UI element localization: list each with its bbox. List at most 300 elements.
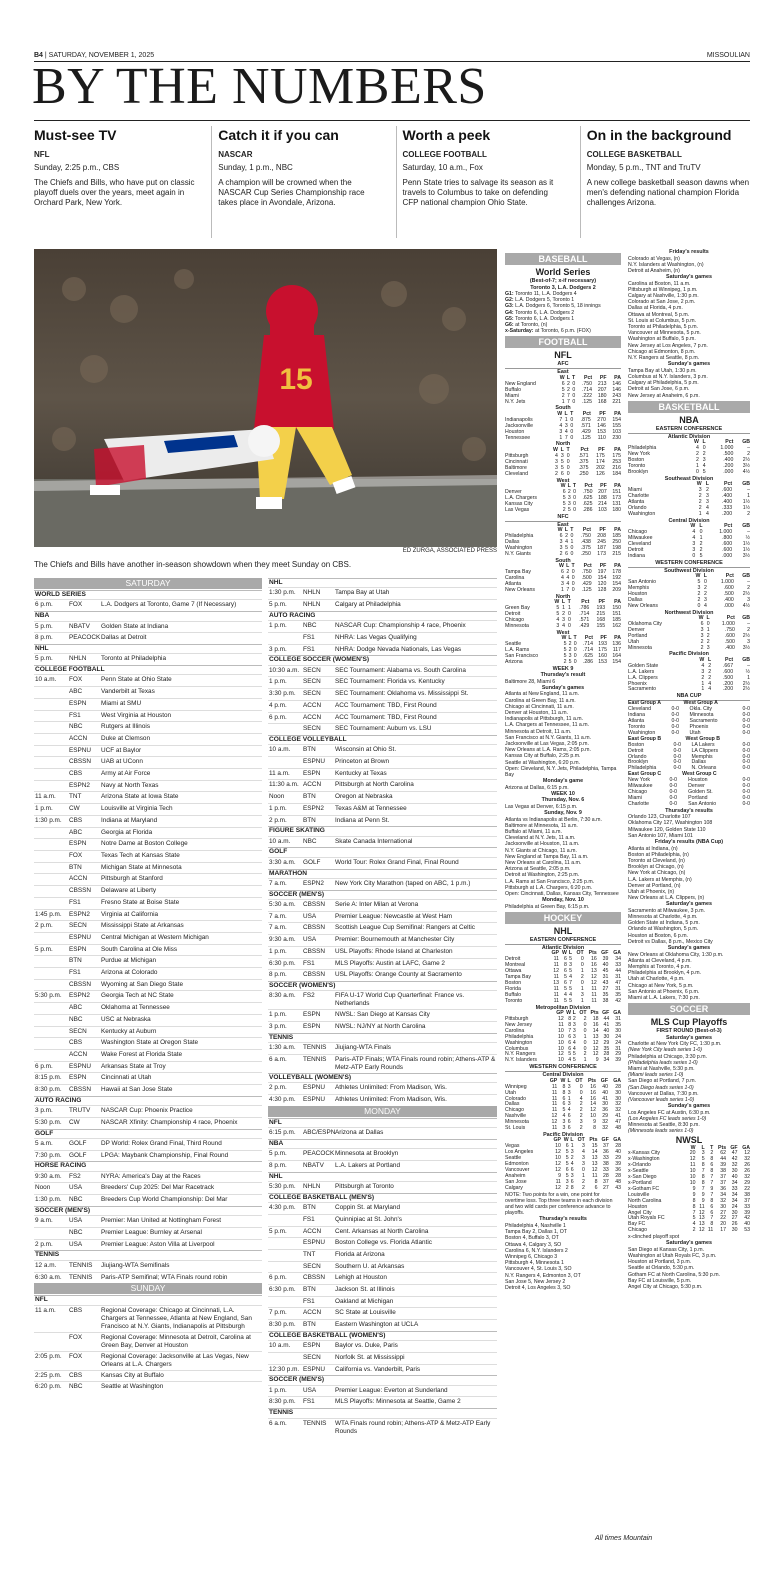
- stat-value: 29: [744, 1179, 750, 1186]
- listing-program: World Tour: Rolex Grand Final, Final Round: [335, 858, 459, 866]
- listing-channel: NHLN: [303, 601, 321, 609]
- column-header: L: [568, 635, 572, 642]
- stat-value: 1: [562, 605, 566, 612]
- stat-value: 0: [571, 586, 575, 593]
- schedule-line: St. Louis at Columbus, 5 p.m.: [628, 317, 697, 324]
- listing-time: 2 p.m.: [269, 816, 287, 824]
- division-title: South: [555, 405, 571, 412]
- column-header: W: [559, 374, 565, 381]
- stat-value: 29: [615, 1155, 621, 1162]
- stat-value: 2: [559, 550, 563, 557]
- listing-row: [268, 1082, 497, 1094]
- stat-value: 40: [603, 1027, 610, 1034]
- column-header: Pct: [724, 481, 733, 488]
- stat-value: 39: [744, 1209, 750, 1216]
- stat-value: 0: [583, 1045, 587, 1052]
- stat-value: 34: [731, 1179, 738, 1186]
- stat-value: 24: [731, 1203, 738, 1210]
- column-header: L: [699, 523, 703, 530]
- listing-program: Arizona at Colorado: [101, 969, 158, 977]
- stat-value: 0: [692, 552, 696, 559]
- listing-channel: BTN: [303, 1321, 316, 1329]
- stat-value: 43: [602, 980, 609, 986]
- nwsl-title: NWSL: [675, 1134, 703, 1145]
- team-name: Florida: [505, 985, 521, 992]
- stat-value: 3: [580, 991, 584, 998]
- listing-channel: ACCN: [69, 875, 88, 883]
- listing-time: 5:30 p.m.: [269, 1183, 296, 1190]
- listing-row: [268, 1054, 497, 1073]
- stat-value: 12: [592, 1051, 599, 1058]
- stat-value: 1: [747, 493, 750, 500]
- stat-value: 0: [566, 458, 570, 465]
- listing-channel: NBATV: [303, 1161, 324, 1169]
- listing-program: ACC Tournament: TBD, First Round: [335, 713, 437, 721]
- stat-value: 5: [702, 468, 706, 475]
- stat-value: 5: [568, 1051, 572, 1058]
- stat-value: –: [747, 620, 750, 627]
- listing-time: 5:30 p.m.: [35, 992, 62, 1000]
- listing-channel: NBC: [69, 1229, 83, 1236]
- listing-channel: NBC: [69, 1383, 83, 1391]
- listing-program: Wyoming at San Diego State: [101, 980, 183, 988]
- stat-value: 155: [612, 422, 621, 429]
- standings-row: [505, 660, 621, 666]
- stat-value: .500: [722, 674, 734, 681]
- stat-value: .500: [723, 451, 734, 458]
- listing-time: 6 a.m.: [269, 1055, 287, 1063]
- record: 0-0: [673, 741, 681, 748]
- stat-value: 103: [598, 506, 607, 513]
- stat-value: 15: [591, 1143, 598, 1150]
- schedule-line: Denver at Houston, 11 a.m.: [505, 709, 569, 716]
- listing-time: 1 p.m.: [269, 1386, 287, 1394]
- schedule-line: Golden State at Indiana, 5 p.m.: [628, 920, 700, 927]
- listing-time: [34, 1038, 69, 1049]
- stat-value: 9: [595, 1057, 599, 1064]
- column-header: W: [557, 527, 563, 534]
- monday-label: Monday, Nov. 10: [542, 897, 584, 904]
- listing-row: [268, 1284, 497, 1296]
- stat-value: 6: [562, 1095, 566, 1102]
- listing-program: SEC Tournament: Alabama vs. South Carolina: [335, 666, 466, 674]
- team-name: Washington: [628, 510, 656, 517]
- listing-row: [34, 733, 262, 745]
- listing-row: [34, 1138, 262, 1150]
- game-result: at Toronto, (n): [515, 322, 548, 329]
- stat-value: 3: [561, 580, 564, 587]
- stat-value: 11: [555, 1178, 561, 1185]
- stat-value: .600: [722, 546, 733, 553]
- stat-value: 0: [583, 1027, 587, 1034]
- listing-row: [34, 850, 262, 862]
- team-name: Portland: [688, 794, 708, 801]
- stat-value: 193: [598, 641, 607, 648]
- listing-program: Skate Canada International: [335, 837, 413, 845]
- sport-category: COLLEGE FOOTBALL: [34, 665, 262, 674]
- stat-value: 2: [695, 456, 699, 463]
- stat-value: 7: [564, 434, 568, 441]
- stat-value: 0: [573, 488, 576, 495]
- listing-time: [34, 956, 69, 967]
- column-header: L: [561, 599, 566, 606]
- stat-value: 11: [551, 1095, 558, 1102]
- stat-value: .125: [581, 398, 593, 405]
- stat-value: 151: [612, 488, 621, 495]
- listing-time: 3 p.m.: [269, 1023, 287, 1031]
- listing-channel: SECN: [69, 1027, 87, 1035]
- stat-value: 5: [569, 985, 573, 992]
- listing-time: 1:30 p.m.: [35, 816, 62, 824]
- stat-value: 2: [698, 493, 702, 500]
- stat-value: 1.000: [720, 445, 734, 452]
- listing-program: SC State at Louisville: [335, 1309, 396, 1317]
- friday-label: Friday's results (NBA Cup): [654, 839, 724, 846]
- column-header: GF: [600, 1077, 609, 1084]
- stat-value: 3: [700, 632, 704, 639]
- team-name: Toronto: [628, 462, 646, 469]
- team-name: Toronto: [628, 724, 646, 731]
- stat-value: 11: [553, 997, 560, 1004]
- stat-value: 1: [559, 434, 563, 441]
- series-status: (Philadelphia leads series 1-0): [628, 1059, 698, 1066]
- stat-value: 8: [710, 1156, 714, 1163]
- stat-value: 197: [597, 568, 607, 575]
- listing-row: [34, 1061, 262, 1073]
- stat-value: 3: [706, 493, 709, 500]
- listing-time: 7 p.m.: [269, 1309, 287, 1317]
- stat-value: 6: [568, 1039, 572, 1046]
- stat-value: 2: [698, 504, 702, 511]
- stat-value: 2: [583, 1051, 587, 1058]
- stat-value: 0: [580, 980, 584, 986]
- listing-time: 11 a.m.: [35, 1306, 56, 1314]
- chiefs-bills-photo: [34, 249, 497, 547]
- listing-time: [34, 734, 69, 745]
- listing-program: Princeton at Brown: [335, 758, 389, 766]
- team-name: Boston: [628, 456, 645, 463]
- stat-value: 4: [572, 1045, 576, 1052]
- team-name: Boston: [505, 980, 522, 986]
- listing-time: [34, 1228, 69, 1239]
- stat-value: 8: [710, 1197, 714, 1204]
- stat-value: 11: [553, 962, 560, 969]
- stat-value: 32: [615, 1101, 621, 1108]
- team-name: Sacramento: [628, 686, 656, 693]
- stat-value: .600: [723, 584, 734, 591]
- stat-value: 7: [569, 980, 573, 986]
- listing-row: [268, 756, 497, 768]
- stat-value: 0: [566, 470, 570, 477]
- team-name: Calgary: [505, 1184, 523, 1191]
- team-name: Columbus: [505, 1045, 529, 1052]
- stat-value: 35: [615, 991, 621, 998]
- listing-time: [34, 1015, 69, 1026]
- column-header: PF: [599, 563, 607, 570]
- listing-time: 1 p.m.: [269, 678, 287, 686]
- column-header: Pct: [582, 410, 591, 417]
- stat-value: 3: [559, 538, 563, 545]
- stat-value: 6: [570, 1178, 574, 1185]
- teaser-time: Sunday, 2:25 p.m., CBS: [34, 163, 120, 172]
- stat-value: 3½: [742, 644, 750, 651]
- stat-value: 29: [615, 1051, 621, 1058]
- listing-time: [34, 886, 69, 897]
- sport-category: TENNIS: [268, 1033, 497, 1042]
- stat-value: 42: [744, 1215, 750, 1222]
- listing-row: [268, 688, 497, 700]
- team-name: x-San Diego: [628, 1174, 657, 1181]
- schedule-line: L.A. Rams at San Francisco, 2:25 p.m.: [505, 878, 595, 885]
- listing-row: [34, 1049, 262, 1061]
- stat-value: 18: [592, 1016, 599, 1023]
- listing-row: [34, 909, 262, 921]
- page-header: B4 | SATURDAY, NOVEMBER 1, 2025 MISSOULIAN: [34, 51, 750, 59]
- standings-table: [505, 1011, 621, 1064]
- listing-program: NWSL: NJ/NY at North Carolina: [335, 1023, 426, 1031]
- stat-value: 4: [695, 445, 699, 452]
- stat-value: 8: [564, 962, 567, 969]
- team-name: Cincinnati: [505, 458, 528, 465]
- schedule-line: Milwaukee 120, Golden State 110: [628, 826, 706, 833]
- listing-program: Cent. Arkansas at North Carolina: [335, 1227, 429, 1235]
- listing-row: [34, 1272, 262, 1284]
- listing-channel: ESPN: [303, 1023, 321, 1031]
- team-name: Carolina: [505, 1027, 525, 1034]
- nfl-title: NFL: [554, 350, 572, 361]
- listing-row: [34, 756, 262, 768]
- division-title: North: [555, 441, 571, 448]
- teaser-time: Monday, 5 p.m., TNT and TruTV: [586, 163, 701, 172]
- schedule-line: Utah at Phoenix, (n): [628, 888, 675, 895]
- stat-value: 10: [689, 1179, 696, 1186]
- stat-value: 14: [591, 1149, 598, 1156]
- listing-row: [34, 599, 262, 611]
- stat-value: 35: [615, 1021, 621, 1028]
- listing-time: 5 p.m.: [269, 1150, 287, 1158]
- column-header: GB: [742, 615, 750, 622]
- schedule-line: Atlanta at New England, 11 a.m.: [505, 691, 580, 698]
- team-name: Kansas City: [505, 500, 533, 507]
- baseball-band: BASEBALL: [505, 253, 621, 265]
- stat-value: 35: [602, 991, 609, 998]
- stat-value: 0: [570, 416, 574, 423]
- listing-channel: BTN: [303, 793, 316, 801]
- schedule-line: Los Angeles FC at Austin, 6:30 p.m.: [628, 1109, 711, 1116]
- schedule-line: Kansas City at Buffalo, 2:25 p.m.: [505, 753, 581, 760]
- teaser-sport: COLLEGE BASKETBALL: [586, 150, 682, 159]
- column-header: Pct: [584, 483, 593, 490]
- schedule-line: Angel City at Chicago, 5:30 p.m.: [628, 1284, 703, 1291]
- stat-value: 9: [692, 1185, 696, 1192]
- listing-row: [268, 1319, 497, 1331]
- stat-value: 5: [560, 458, 564, 465]
- group-name: West Group B: [685, 735, 721, 742]
- listing-channel: NHLN: [303, 589, 321, 597]
- listing-channel: USA: [303, 936, 317, 944]
- schedule-line: Indianapolis at Pittsburgh, 11 a.m.: [505, 716, 584, 723]
- standings-table: [628, 524, 750, 559]
- listing-channel: TENNIS: [303, 1055, 327, 1063]
- team-name: Anaheim: [505, 1172, 526, 1179]
- stat-value: 214: [598, 500, 607, 507]
- listing-time: 6 p.m.: [35, 1062, 53, 1070]
- schedule-line: Detroit vs Dallas, 8 p.m., Mexico City: [628, 938, 713, 945]
- sport-category: COLLEGE BASKETBALL (MEN'S): [268, 1193, 497, 1202]
- record: 0-0: [673, 759, 681, 766]
- sport-category: GOLF: [268, 847, 497, 856]
- team-name: Cleveland: [505, 470, 529, 477]
- team-name: Minnesota: [628, 644, 652, 651]
- stat-value: 32: [602, 1125, 609, 1132]
- stat-value: .625: [582, 494, 593, 501]
- stat-value: 3: [700, 626, 704, 633]
- stat-value: 9: [710, 1185, 714, 1192]
- stat-value: 4: [559, 422, 563, 429]
- listing-program: Premier League: Newcastle at West Ham: [335, 912, 453, 920]
- stat-value: 41: [615, 1113, 621, 1120]
- stat-value: 4: [572, 1039, 576, 1046]
- saturday-label: Saturday's games: [666, 274, 712, 281]
- listing-time: [34, 863, 69, 874]
- listing-row: [34, 1381, 262, 1393]
- listing-row: [268, 1396, 497, 1408]
- team-name: Carolina: [505, 574, 525, 581]
- stat-value: 20: [689, 1150, 696, 1157]
- listing-row: [34, 791, 262, 803]
- stat-value: 2: [567, 380, 570, 387]
- thursday-label: Thursday's results: [539, 1216, 587, 1223]
- record: 0-0: [671, 718, 680, 725]
- column-header: L: [706, 615, 710, 622]
- stat-value: 34: [731, 1197, 738, 1204]
- stat-value: 13: [698, 1215, 705, 1222]
- listing-channel: ESPNU: [69, 746, 92, 754]
- stat-value: 42: [615, 997, 621, 1004]
- stat-value: 30: [602, 1101, 609, 1108]
- stat-value: .600: [722, 487, 733, 494]
- stat-value: 8: [710, 1168, 714, 1175]
- record: 0-0: [669, 788, 677, 795]
- listing-time: 6:30 a.m.: [35, 1273, 62, 1281]
- stat-value: 53: [744, 1227, 750, 1234]
- stat-value: 11: [553, 991, 560, 998]
- team-name: San Francisco: [505, 652, 539, 659]
- stat-value: 7: [692, 1209, 696, 1216]
- record: 0-0: [742, 783, 750, 790]
- stat-value: 11: [591, 997, 597, 1004]
- listing-time: 10 a.m.: [269, 1342, 291, 1350]
- listing-row: [34, 873, 262, 885]
- stat-value: 0: [573, 641, 577, 648]
- stat-value: 154: [612, 416, 621, 423]
- teasers: [34, 126, 750, 238]
- listing-channel: NBC: [69, 1196, 83, 1204]
- stat-value: .800: [722, 534, 733, 541]
- listing-channel: ACCN: [303, 1227, 322, 1235]
- record: 0-0: [742, 712, 750, 719]
- column-header: PF: [599, 410, 606, 417]
- stat-value: 48: [615, 1125, 621, 1132]
- stat-value: 253: [612, 458, 621, 465]
- team-name: New York: [628, 777, 650, 784]
- record: 0-0: [742, 718, 750, 725]
- stat-value: 9: [593, 1119, 597, 1126]
- team-name: St. Louis: [505, 1125, 526, 1132]
- listing-time: 10 a.m.: [269, 746, 291, 754]
- team-name: L.A. Chargers: [505, 494, 538, 501]
- listing-channel: CW: [69, 805, 80, 813]
- thursday-game: Las Vegas at Denver, 6:15 p.m.: [505, 803, 578, 810]
- record: 0-0: [742, 765, 750, 772]
- listing-program: SEC Tournament: Auburn vs. LSU: [335, 725, 432, 733]
- stat-value: 3: [581, 1143, 585, 1150]
- record: 0-0: [742, 753, 750, 760]
- listing-row: [268, 899, 497, 911]
- listing-row: [34, 632, 262, 644]
- tv-listings-right: [268, 578, 497, 1437]
- group-name: East Group B: [628, 735, 662, 742]
- stat-value: 0: [567, 616, 571, 623]
- listing-channel: CBS: [69, 770, 83, 778]
- stat-value: 10: [689, 1174, 696, 1181]
- column-header: W: [695, 573, 701, 580]
- team-name: Pittsburgh: [505, 1016, 529, 1023]
- stat-value: 9: [701, 1197, 705, 1204]
- team-name: New Jersey: [505, 1021, 533, 1028]
- listing-channel: FS1: [303, 959, 315, 967]
- stat-value: 175: [598, 646, 607, 653]
- listing-time: 11:30 a.m.: [269, 781, 299, 789]
- listing-row: [34, 815, 262, 827]
- schedule-line: Orlando 123, Charlotte 107: [628, 814, 691, 821]
- stat-value: .786: [579, 605, 590, 612]
- stat-value: .429: [580, 428, 591, 435]
- column-header: PA: [614, 527, 621, 534]
- listing-row: [268, 1127, 497, 1139]
- stat-value: 2: [581, 1184, 585, 1191]
- stat-value: 198: [612, 544, 621, 551]
- listing-time: 5:30 p.m.: [35, 1118, 62, 1126]
- listing-row: [34, 1332, 262, 1351]
- team-name: Toronto: [505, 997, 523, 1004]
- stat-value: 2: [710, 1150, 714, 1157]
- team-name: Montreal: [505, 962, 526, 969]
- listing-row: [34, 1194, 262, 1206]
- column-header: L: [567, 1077, 571, 1084]
- listing-program: Fresno State at Boise State: [101, 898, 180, 906]
- stat-value: 24: [615, 1039, 621, 1046]
- stat-value: 4½: [742, 468, 750, 475]
- stat-value: 1: [561, 586, 564, 593]
- stat-value: 7: [710, 1191, 714, 1198]
- record: 0-0: [742, 759, 750, 766]
- listing-channel: NHLN: [303, 1183, 321, 1190]
- stat-value: 2: [572, 1016, 576, 1023]
- listing-row: [34, 1239, 262, 1251]
- stat-value: 0: [573, 506, 576, 513]
- column-header: L: [702, 439, 706, 446]
- sport-category: AUTO RACING: [268, 611, 497, 620]
- column-header: GA: [613, 1077, 621, 1084]
- stat-value: 10: [557, 1045, 564, 1052]
- team-name: Colorado: [505, 1095, 527, 1102]
- team-name: North Carolina: [628, 1197, 662, 1204]
- stat-value: 16: [590, 956, 597, 963]
- team-name: Phoenix: [628, 680, 647, 687]
- column-header: PA: [614, 635, 621, 642]
- stat-value: 12: [551, 1119, 558, 1126]
